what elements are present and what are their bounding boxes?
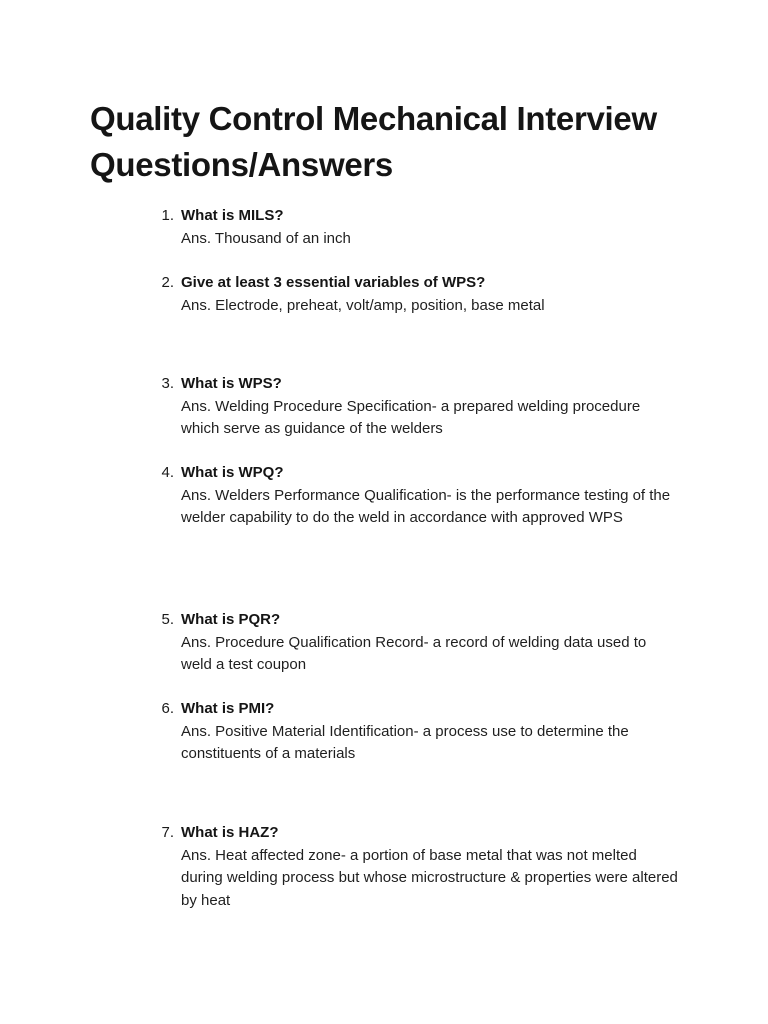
answer-text: Ans. Procedure Qualification Record- a record of welding data used to weld a test coupon — [181, 633, 647, 673]
item-number: 5. — [161, 611, 174, 628]
question-text: What is WPQ? — [181, 464, 284, 481]
question-text: What is PMI? — [181, 700, 275, 717]
item-number: 3. — [161, 375, 174, 392]
item-number: 7. — [161, 824, 174, 841]
question-text: What is MILS? — [181, 207, 284, 224]
question-text: What is PQR? — [181, 611, 281, 628]
answer-text: Ans. Electrode, preheat, volt/amp, position, base metal — [181, 296, 545, 314]
item-number: 2. — [161, 274, 174, 291]
page-title-line-1: Quality Control Mechanical Interview — [90, 100, 657, 137]
page-title — [90, 96, 710, 188]
item-number: 4. — [161, 464, 174, 481]
answer-text: Ans. Positive Material Identification- a process use to determine the constituents of a materials — [181, 722, 629, 762]
item-number: 1. — [161, 207, 174, 224]
question-text: Give at least 3 essential variables of WPS? — [181, 274, 486, 291]
answer-text: Ans. Thousand of an inch — [181, 229, 351, 247]
answer-text: Ans. Welding Procedure Specification- a prepared welding procedure which serve as guidance of the welders — [181, 397, 641, 437]
answer-text: Ans. Welders Performance Qualification- is the performance testing of the welder capability to do the weld in accordance with approved WPS — [181, 486, 671, 526]
page-title-line-2: Questions/Answers — [90, 146, 393, 183]
answer-text: Ans. Heat affected zone- a portion of base metal that was not melted during welding process but whose microstructure & properties were altered by heat — [181, 846, 678, 909]
question-text: What is WPS? — [181, 375, 282, 392]
question-text: What is HAZ? — [181, 824, 279, 841]
item-number: 6. — [161, 700, 174, 717]
